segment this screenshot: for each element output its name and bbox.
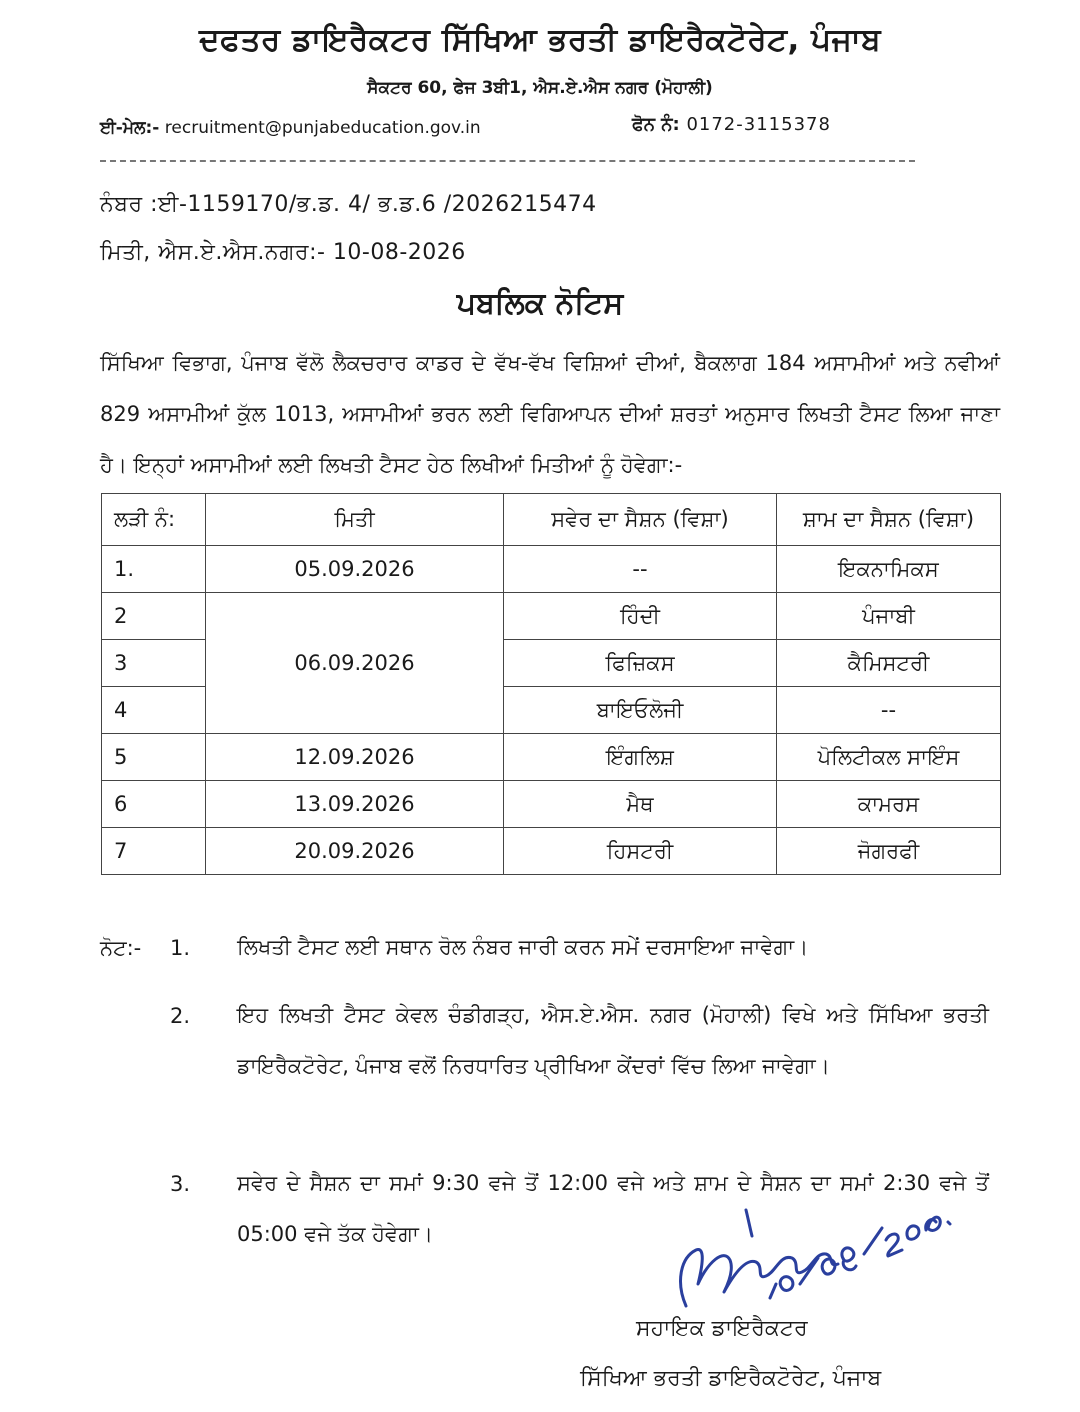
reference-date: ਮਿਤੀ, ਐਸ.ਏ.ਐਸ.ਨਗਰ:- 10-08-2026 (100, 240, 466, 265)
signatory-office: ਸਿੱਖਿਆ ਭਰਤੀ ਡਾਇਰੈਕਟੋਰੇਟ, ਪੰਜਾਬ (580, 1366, 882, 1391)
evening-subject-cell: ਕਾਮਰਸ (777, 781, 1001, 828)
note-text: ਸਵੇਰ ਦੇ ਸੈਸ਼ਨ ਦਾ ਸਮਾਂ 9:30 ਵਜੇ ਤੋਂ 12:00 ਵਜੇ ਅਤੇ ਸ਼ਾਮ ਦੇ ਸੈਸ਼ਨ ਦਾ ਸਮਾਂ 2:30 ਵਜੇ ਤੋਂ 05:00 ਵਜੇ ਤੱਕ ਹੋਵੇਗਾ। (237, 1171, 989, 1246)
phone-label: ਫੋਨ ਨੰ: (632, 114, 680, 135)
table-row (102, 781, 1001, 828)
email-address: recruitment@punjabeducation.gov.in (164, 118, 481, 138)
table-row (102, 734, 1001, 781)
date-cell: 06.09.2026 (206, 593, 504, 734)
serial-cell: 3 (102, 640, 206, 687)
table-row (102, 546, 1001, 593)
table-row (102, 828, 1001, 875)
serial-cell: 1. (102, 546, 206, 593)
table-header-row (102, 494, 1001, 546)
note-text: ਇਹ ਲਿਖਤੀ ਟੈਸਟ ਕੇਵਲ ਚੰਡੀਗੜ੍ਹ, ਐਸ.ਏ.ਐਸ. ਨਗਰ (ਮੋਹਾਲੀ) ਵਿਖੇ ਅਤੇ ਸਿੱਖਿਆ ਭਰਤੀ ਡਾਇਰੈਕਟੋਰੇਟ, ਪੰਜਾਬ ਵਲੋਂ ਨਿਰਧਾਰਿਤ ਪ੍ਰੀਖਿਆ ਕੇਂਦਰਾਂ ਵਿੱਚ ਲਿਆ ਜਾਵੇਗਾ। (237, 1003, 989, 1078)
serial-cell: 4 (102, 687, 206, 734)
evening-subject-cell: ਕੈਮਿਸਟਰੀ (777, 640, 1001, 687)
morning-subject-cell: ਹਿੰਦੀ (504, 593, 777, 640)
morning-subject-cell: ਬਾਇਓਲੋਜੀ (504, 687, 777, 734)
phone-number: 0172-3115378 (686, 114, 831, 135)
date-cell: 12.09.2026 (206, 734, 504, 781)
serial-cell: 5 (102, 734, 206, 781)
note-number: 3. (170, 1172, 191, 1196)
date-cell: 13.09.2026 (206, 781, 504, 828)
morning-subject-cell: ਹਿਸਟਰੀ (504, 828, 777, 875)
note-number: 2. (170, 1004, 191, 1028)
date-cell: 05.09.2026 (206, 546, 504, 593)
exam-schedule-table (101, 493, 1001, 875)
evening-subject-cell: ਪੋਲਿਟੀਕਲ ਸਾਇੰਸ (777, 734, 1001, 781)
office-address: ਸੈਕਟਰ 60, ਫੇਜ 3ਬੀ1, ਐਸ.ਏ.ਐਸ ਨਗਰ (ਮੋਹਾਲੀ) (367, 78, 713, 98)
intro-paragraph: ਸਿੱਖਿਆ ਵਿਭਾਗ, ਪੰਜਾਬ ਵੱਲੋ ਲੈਕਚਰਾਰ ਕਾਡਰ ਦੇ ਵੱਖ-ਵੱਖ ਵਿਸ਼ਿਆਂ ਦੀਆਂ, ਬੈਕਲਾਗ 184 ਅਸਾਮੀਆਂ ਅਤੇ ਨਵੀਆਂ 829 ਅਸਾਮੀਆਂ ਕੁੱਲ 1013, ਅਸਾਮੀਆਂ ਭਰਨ ਲਈ ਵਿਗਿਆਪਨ ਦੀਆਂ ਸ਼ਰਤਾਂ ਅਨੁਸਾਰ ਲਿਖਤੀ ਟੈਸਟ ਲਿਆ ਜਾਣਾ ਹੈ। ਇਨ੍ਹਾਂ ਅਸਾਮੀਆਂ ਲਈ ਲਿਖਤੀ ਟੈਸਟ ਹੇਠ ਲਿਖੀਆਂ ਮਿਤੀਆਂ ਨੂੰ ਹੋਵੇਗਾ:- (100, 351, 1000, 477)
morning-subject-cell: -- (504, 546, 777, 593)
serial-cell: 7 (102, 828, 206, 875)
morning-subject-cell: ਫਿਜ਼ਿਕਸ (504, 640, 777, 687)
phone-line (632, 114, 831, 135)
serial-cell: 2 (102, 593, 206, 640)
evening-subject-cell: ਪੰਜਾਬੀ (777, 593, 1001, 640)
serial-cell: 6 (102, 781, 206, 828)
header-divider (100, 160, 915, 162)
morning-subject-cell: ਮੈਥ (504, 781, 777, 828)
email-label: ਈ-ਮੇਲ:- (100, 118, 160, 138)
evening-subject-cell: -- (777, 687, 1001, 734)
office-title: ਦਫਤਰ ਡਾਇਰੈਕਟਰ ਸਿੱਖਿਆ ਭਰਤੀ ਡਾਇਰੈਕਟੋਰੇਟ, ਪੰਜਾਬ (198, 22, 882, 58)
note-number: 1. (170, 936, 191, 960)
note-text: ਲਿਖਤੀ ਟੈਸਟ ਲਈ ਸਥਾਨ ਰੋਲ ਨੰਬਰ ਜਾਰੀ ਕਰਨ ਸਮੇਂ ਦਰਸਾਇਆ ਜਾਵੇਗਾ। (237, 935, 809, 959)
signatory-designation: ਸਹਾਇਕ ਡਾਇਰੈਕਟਰ (636, 1316, 808, 1341)
evening-subject-cell: ਜੋਗਰਫੀ (777, 828, 1001, 875)
date-cell: 20.09.2026 (206, 828, 504, 875)
header-evening-session: ਸ਼ਾਮ ਦਾ ਸੈਸ਼ਨ (ਵਿਸ਼ਾ) (777, 494, 1001, 546)
table-row (102, 593, 1001, 640)
morning-subject-cell: ਇੰਗਲਿਸ਼ (504, 734, 777, 781)
reference-number: ਨੰਬਰ :ਈ-1159170/ਭ.ਡ. 4/ ਭ.ਡ.6 /2026215474 (100, 192, 597, 217)
email-line (100, 118, 481, 138)
header-serial: ਲੜੀ ਨੰ: (102, 494, 206, 546)
notice-title: ਪਬਲਿਕ ਨੋਟਿਸ (456, 286, 624, 321)
header-morning-session: ਸਵੇਰ ਦਾ ਸੈਸ਼ਨ (ਵਿਸ਼ਾ) (504, 494, 777, 546)
header-date: ਮਿਤੀ (206, 494, 504, 546)
notes-label: ਨੋਟ:- (100, 936, 142, 960)
handwritten-signature (668, 1188, 968, 1318)
evening-subject-cell: ਇਕਨਾਮਿਕਸ (777, 546, 1001, 593)
